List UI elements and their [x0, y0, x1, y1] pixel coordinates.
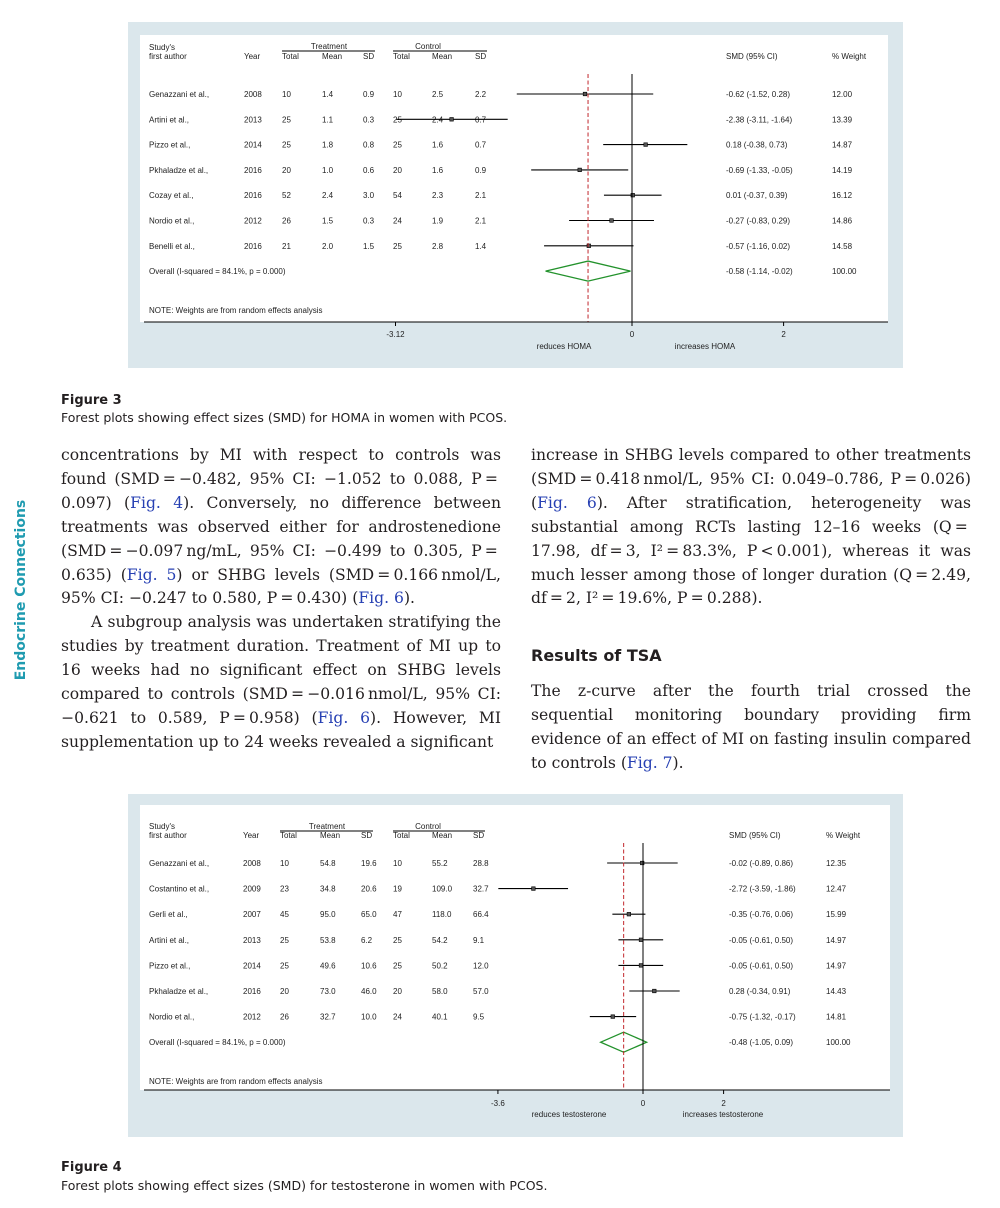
axis-direction-left: reduces HOMA	[536, 342, 592, 351]
smd-ci-text: -0.75 (-1.32, -0.17)	[729, 1012, 796, 1022]
header-control-mean: Mean	[432, 52, 453, 61]
treatment-sd: 20.6	[361, 884, 377, 894]
control-total: 25	[393, 961, 402, 971]
overall-label: Overall (I-squared = 84.1%, p = 0.000)	[149, 267, 286, 277]
study-point-estimate	[631, 193, 635, 197]
control-mean: 2.5	[432, 90, 444, 99]
control-sd: 2.2	[475, 90, 487, 99]
control-total: 47	[393, 910, 402, 920]
treatment-total: 25	[280, 935, 289, 945]
overall-smd-text: -0.48 (-1.05, 0.09)	[729, 1038, 794, 1048]
study-year: 2009	[243, 884, 261, 894]
treatment-sd: 6.2	[361, 935, 373, 945]
smd-ci-text: -0.62 (-1.52, 0.28)	[726, 90, 791, 99]
treatment-sd: 65.0	[361, 910, 377, 920]
smd-ci-text: 0.28 (-0.34, 0.91)	[729, 987, 791, 996]
paragraph-text: The z-curve after the fourth trial crossed the sequential monitoring boundary providing firm evidence of an effect of MI on fasting insulin compared to controls (	[531, 682, 971, 772]
header-treatment-mean: Mean	[322, 52, 343, 61]
study-point-estimate	[639, 938, 643, 942]
treatment-sd: 10.6	[361, 961, 377, 971]
study-year: 2008	[244, 90, 262, 99]
treatment-mean: 1.4	[322, 90, 334, 99]
treatment-mean: 95.0	[320, 910, 336, 920]
control-mean: 2.3	[432, 191, 444, 201]
treatment-sd: 3.0	[363, 191, 375, 201]
figure-3-caption-text: Forest plots showing effect sizes (SMD) for HOMA in women with PCOS.	[61, 410, 508, 425]
left-paragraph-1	[61, 444, 501, 611]
treatment-mean: 53.8	[320, 935, 336, 945]
treatment-mean: 2.0	[322, 241, 334, 251]
control-total: 19	[393, 884, 402, 894]
header-control-sd: SD	[473, 831, 485, 840]
paragraph-text: ). However, MI supplementation up to 24 weeks revealed a significant	[61, 708, 502, 751]
study-author: Benelli et al.,	[149, 241, 195, 251]
treatment-sd: 19.6	[361, 859, 377, 868]
study-author: Artini et al.,	[149, 935, 190, 945]
study-year: 2016	[243, 987, 261, 996]
header-control-mean: Mean	[432, 831, 453, 840]
study-point-estimate	[610, 219, 614, 223]
smd-ci-text: -0.35 (-0.76, 0.06)	[729, 910, 794, 920]
smd-ci-text: -0.05 (-0.61, 0.50)	[729, 961, 794, 971]
x-axis-tick-label: -3.12	[386, 330, 405, 339]
treatment-total: 10	[280, 859, 289, 868]
control-total: 20	[393, 987, 402, 996]
control-sd: 12.0	[473, 961, 489, 971]
study-year: 2007	[243, 910, 261, 920]
study-year: 2008	[243, 859, 261, 868]
treatment-total: 10	[282, 90, 291, 99]
weight-text: 14.43	[826, 987, 847, 996]
paragraph-text: ).	[672, 753, 684, 772]
treatment-sd: 0.3	[363, 115, 375, 125]
study-point-estimate	[652, 989, 656, 993]
control-mean: 118.0	[432, 910, 452, 920]
control-mean: 54.2	[432, 935, 448, 945]
weight-text: 14.97	[826, 961, 847, 971]
smd-ci-text: -0.27 (-0.83, 0.29)	[726, 216, 791, 226]
header-treatment-mean: Mean	[320, 831, 341, 840]
overall-label: Overall (I-squared = 84.1%, p = 0.000)	[149, 1038, 286, 1048]
figure-4-caption-title: Figure 4	[61, 1160, 122, 1175]
treatment-total: 25	[280, 961, 289, 971]
smd-ci-text: -0.69 (-1.33, -0.05)	[726, 165, 793, 175]
control-sd: 0.7	[475, 115, 487, 125]
control-total: 10	[393, 859, 402, 868]
x-axis-tick-label: -3.6	[491, 1099, 505, 1108]
study-author: Costantino et al.,	[149, 884, 210, 894]
plot-area	[140, 35, 888, 322]
control-total: 20	[393, 165, 402, 175]
header-first-author: first author	[149, 831, 187, 840]
control-sd: 0.9	[475, 165, 487, 175]
header-treatment-sd: SD	[361, 831, 373, 840]
paragraph-text: increase in SHBG levels compared to other treatments (SMD = 0.418 nmol/L, 95% CI: 0.049–0.786, P = 0.026) (	[531, 446, 971, 512]
study-author: Genazzani et al.,	[149, 859, 210, 868]
study-year: 2012	[244, 216, 262, 226]
study-author: Nordio et al.,	[149, 216, 195, 226]
treatment-sd: 10.0	[361, 1012, 377, 1022]
header-study: Study's	[149, 43, 175, 52]
study-year: 2014	[243, 961, 261, 971]
study-point-estimate	[587, 244, 591, 248]
control-total: 24	[393, 216, 402, 226]
treatment-sd: 0.9	[363, 90, 375, 99]
axis-direction-right: increases testosterone	[682, 1110, 764, 1119]
control-sd: 9.1	[473, 935, 485, 945]
treatment-sd: 0.8	[363, 140, 375, 150]
header-control: Control	[415, 42, 441, 51]
study-author: Artini et al.,	[149, 115, 190, 125]
journal-name: Endocrine Connections	[13, 499, 29, 681]
header-control: Control	[415, 822, 441, 831]
weight-text: 15.99	[826, 910, 847, 920]
treatment-total: 23	[280, 884, 289, 894]
overall-weight: 100.00	[832, 267, 857, 277]
paragraph-text: ) or SHBG levels (SMD = 0.166 nmol/L, 95% CI: −0.247 to 0.580, P = 0.430) (	[61, 565, 501, 608]
study-point-estimate	[627, 912, 631, 916]
figure-3-forest-plot	[128, 22, 903, 368]
study-year: 2016	[244, 241, 262, 251]
study-year: 2013	[244, 115, 262, 125]
right-paragraph-1	[531, 444, 971, 611]
right-paragraph-2	[531, 680, 971, 776]
control-mean: 50.2	[432, 961, 448, 971]
study-author: Pkhaladze et al.,	[149, 987, 209, 996]
figure-4-svg	[128, 794, 903, 1137]
study-year: 2012	[243, 1012, 261, 1022]
study-point-estimate	[639, 964, 643, 968]
study-point-estimate	[611, 1015, 615, 1019]
header-treatment: Treatment	[310, 42, 348, 51]
treatment-total: 20	[282, 165, 291, 175]
treatment-mean: 2.4	[322, 191, 334, 201]
treatment-mean: 49.6	[320, 961, 336, 971]
weight-text: 12.00	[832, 90, 853, 99]
figure-link[interactable]: Fig. 5	[126, 565, 177, 584]
control-total: 24	[393, 1012, 402, 1022]
treatment-total: 26	[280, 1012, 289, 1022]
paragraph-text: ).	[403, 589, 415, 608]
smd-ci-text: 0.18 (-0.38, 0.73)	[726, 140, 788, 150]
right-text-column	[531, 444, 971, 776]
header-smd: SMD (95% CI)	[729, 831, 781, 840]
study-point-estimate	[583, 92, 587, 96]
smd-ci-text: 0.01 (-0.37, 0.39)	[726, 191, 788, 201]
overall-weight: 100.00	[826, 1038, 851, 1048]
paragraph-text: A subgroup analysis was undertaken stratifying the studies by treatment duration. Treatment of MI up to 16 weeks had no significant effect on SHBG levels compared to controls (SMD = −0.016 nmol/L, 95% CI: −0.621 to 0.589, P = 0.958) (	[61, 613, 501, 727]
header-treatment-total: Total	[282, 52, 299, 61]
journal-sidebar	[6, 499, 36, 681]
treatment-total: 20	[280, 987, 289, 996]
control-mean: 2.8	[432, 241, 444, 251]
control-sd: 1.4	[475, 241, 487, 251]
figure-link[interactable]: Fig. 4	[130, 493, 184, 512]
study-author: Pkhaladze et al.,	[149, 165, 209, 175]
weight-text: 12.35	[826, 859, 847, 868]
weight-text: 14.86	[832, 216, 853, 226]
treatment-mean: 54.8	[320, 859, 336, 868]
header-year: Year	[244, 52, 261, 61]
control-sd: 9.5	[473, 1012, 485, 1022]
control-sd: 32.7	[473, 884, 489, 894]
study-year: 2013	[243, 935, 261, 945]
smd-ci-text: -0.05 (-0.61, 0.50)	[729, 935, 794, 945]
treatment-mean: 1.1	[322, 115, 334, 125]
weight-text: 12.47	[826, 884, 847, 894]
treatment-total: 21	[282, 241, 291, 251]
paragraph-text: ). Conversely, no difference between treatments was observed either for androstenedione (SMD = −0.097 ng/mL, 95% CI: −0.499 to 0.305, P = 0.635) (	[61, 493, 501, 584]
figure-3-svg	[128, 22, 903, 368]
paragraph-text: concentrations by MI with respect to controls was found (SMD = −0.482, 95% CI: −1.052 to 0.088, P = 0.097) (	[61, 446, 501, 512]
treatment-sd: 46.0	[361, 987, 377, 996]
x-axis-tick-label: 2	[781, 330, 786, 339]
study-author: Pizzo et al.,	[149, 961, 191, 971]
control-total: 25	[393, 115, 402, 125]
treatment-mean: 1.0	[322, 165, 334, 175]
control-total: 25	[393, 241, 402, 251]
treatment-sd: 1.5	[363, 241, 375, 251]
axis-direction-left: reduces testosterone	[531, 1110, 607, 1119]
left-text-column	[61, 444, 501, 755]
treatment-total: 45	[280, 910, 289, 920]
treatment-total: 52	[282, 191, 291, 201]
treatment-mean: 1.8	[322, 140, 334, 150]
plot-area	[140, 805, 890, 1090]
control-mean: 55.2	[432, 859, 448, 868]
study-point-estimate	[450, 118, 454, 122]
figure-link[interactable]: Fig. 6	[537, 493, 597, 512]
x-axis-tick-label: 0	[640, 1099, 646, 1108]
weight-text: 13.39	[832, 115, 853, 125]
header-year: Year	[243, 831, 260, 840]
header-treatment: Treatment	[308, 822, 346, 831]
study-point-estimate	[532, 887, 536, 891]
header-weight: % Weight	[826, 831, 861, 840]
treatment-mean: 34.8	[320, 884, 336, 894]
header-treatment-total: Total	[280, 831, 297, 840]
control-total: 54	[393, 191, 402, 201]
smd-ci-text: -2.72 (-3.59, -1.86)	[729, 884, 796, 894]
study-author: Nordio et al.,	[149, 1012, 195, 1022]
control-mean: 1.6	[432, 165, 444, 175]
weight-text: 14.97	[826, 935, 847, 945]
study-year: 2014	[244, 140, 262, 150]
study-point-estimate	[578, 168, 582, 172]
header-control-total: Total	[393, 52, 410, 61]
study-author: Genazzani et al.,	[149, 90, 210, 99]
control-total: 25	[393, 140, 402, 150]
smd-ci-text: -0.02 (-0.89, 0.86)	[729, 859, 794, 868]
treatment-mean: 1.5	[322, 216, 334, 226]
weight-text: 16.12	[832, 191, 853, 201]
control-mean: 109.0	[432, 884, 453, 894]
header-study: Study's	[149, 822, 175, 831]
treatment-total: 25	[282, 140, 291, 150]
header-control-total: Total	[393, 831, 410, 840]
weight-text: 14.81	[826, 1012, 847, 1022]
weight-text: 14.58	[832, 241, 853, 251]
treatment-sd: 0.6	[363, 165, 375, 175]
treatment-sd: 0.3	[363, 216, 375, 226]
study-author: Gerli et al.,	[149, 910, 188, 920]
x-axis-tick-label: 2	[721, 1099, 726, 1108]
weight-text: 14.19	[832, 165, 853, 175]
figure-3-caption-title: Figure 3	[61, 393, 122, 408]
paragraph-text: ). After stratification, heterogeneity was substantial among RCTs lasting 12–16 weeks (Q = 17.98, df = 3, I² = 83.3%, P < 0.001), whereas it was much lesser among those of longer duration (Q = 2.49, df = 2, I² = 19.6%, P = 0.288).	[531, 493, 971, 608]
header-control-sd: SD	[475, 52, 487, 61]
study-point-estimate	[644, 143, 648, 147]
weight-text: 14.87	[832, 140, 853, 150]
weights-note: NOTE: Weights are from random effects analysis	[149, 1077, 323, 1087]
figure-link[interactable]: Fig. 6	[358, 589, 404, 608]
smd-ci-text: -0.57 (-1.16, 0.02)	[726, 241, 791, 251]
control-sd: 2.1	[475, 191, 487, 201]
figure-4-caption-text: Forest plots showing effect sizes (SMD) for testosterone in women with PCOS.	[61, 1178, 548, 1193]
treatment-mean: 73.0	[320, 987, 336, 996]
control-sd: 28.8	[473, 859, 489, 868]
treatment-total: 25	[282, 115, 291, 125]
figure-4-forest-plot	[128, 794, 903, 1137]
control-mean: 1.9	[432, 216, 444, 226]
overall-smd-text: -0.58 (-1.14, -0.02)	[726, 267, 793, 277]
section-heading-results-tsa: Results of TSA	[531, 646, 662, 666]
figure-link[interactable]: Fig. 7	[626, 753, 673, 772]
header-weight: % Weight	[832, 52, 867, 61]
study-year: 2016	[244, 165, 262, 175]
header-treatment-sd: SD	[363, 52, 375, 61]
control-mean: 2.4	[432, 115, 444, 125]
control-mean: 58.0	[432, 987, 448, 996]
smd-ci-text: -2.38 (-3.11, -1.64)	[726, 115, 793, 125]
header-first-author: first author	[149, 52, 187, 61]
study-author: Cozay et al.,	[149, 191, 194, 201]
x-axis-tick-label: 0	[629, 330, 635, 339]
study-year: 2016	[244, 191, 262, 201]
study-author: Pizzo et al.,	[149, 140, 191, 150]
header-smd: SMD (95% CI)	[726, 52, 778, 61]
control-sd: 57.0	[473, 987, 489, 996]
control-sd: 66.4	[473, 910, 489, 920]
control-total: 25	[393, 935, 402, 945]
control-total: 10	[393, 90, 402, 99]
weights-note: NOTE: Weights are from random effects analysis	[149, 306, 323, 316]
axis-direction-right: increases HOMA	[674, 342, 736, 351]
treatment-total: 26	[282, 216, 291, 226]
left-paragraph-2	[61, 611, 501, 754]
control-sd: 2.1	[475, 216, 487, 226]
control-mean: 40.1	[432, 1012, 448, 1022]
control-sd: 0.7	[475, 140, 487, 150]
treatment-mean: 32.7	[320, 1012, 336, 1022]
figure-link[interactable]: Fig. 6	[317, 708, 371, 727]
control-mean: 1.6	[432, 140, 444, 150]
